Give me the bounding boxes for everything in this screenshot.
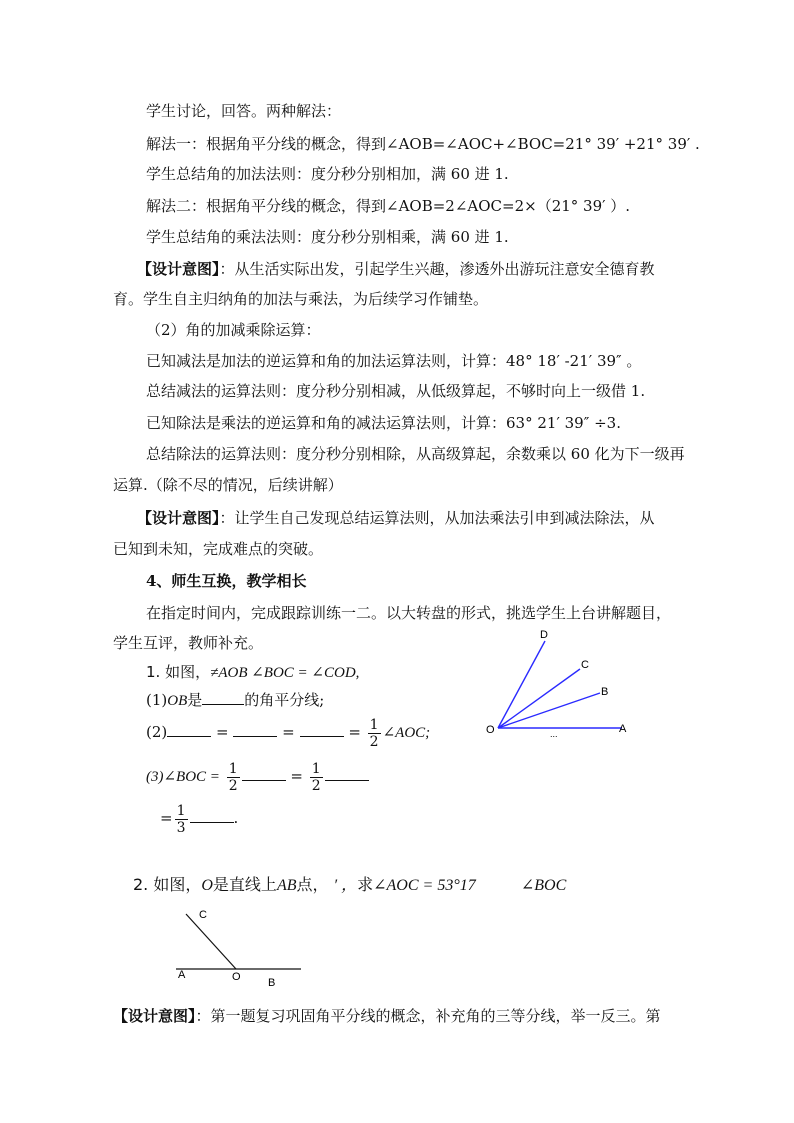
paragraph: 育。学生自主归纳角的加法与乘法，为后续学习作铺垫。 xyxy=(113,290,489,308)
figure-1-angle-rays xyxy=(478,625,638,745)
paragraph: 运算.（除不尽的情况，后续讲解） xyxy=(113,476,343,494)
figure-2-straight-angle xyxy=(170,900,310,995)
label-b: B xyxy=(268,977,276,989)
question-1-part-1: (1)OB是 的角平分线; xyxy=(146,691,325,709)
answer-blank[interactable] xyxy=(202,690,244,705)
question-1-part-3-cont: = $\frac{1}{3}$ . xyxy=(160,802,239,836)
section-heading: 4、师生互换，教学相长 xyxy=(146,572,307,590)
answer-blank[interactable] xyxy=(300,722,344,737)
paragraph: 解法二：根据角平分线的概念，得到∠AOB=2∠AOC=2×（21° 39′ ）. xyxy=(146,197,631,215)
paragraph: 解法一：根据角平分线的概念，得到∠AOB=∠AOC+∠BOC=21° 39′ +21° 39′ . xyxy=(146,135,700,153)
label-o: O xyxy=(232,971,241,983)
paragraph: 学生总结角的加法法则：度分秒分别相加，满 60 进 1. xyxy=(146,165,509,183)
answer-blank[interactable] xyxy=(325,766,369,781)
label-d: D xyxy=(540,629,548,641)
dots: ... xyxy=(550,729,558,739)
fraction-one-half: $\frac{1}{2}$ xyxy=(311,760,321,794)
paragraph: 总结减法的运算法则：度分秒分别相减，从低级算起，不够时向上一级借 1. xyxy=(146,382,646,400)
paragraph: 已知除法是乘法的逆运算和角的减法运算法则，计算：63° 21′ 39″ ÷3. xyxy=(146,414,621,432)
label-a: A xyxy=(178,969,186,981)
design-intent-label: 【设计意图】 xyxy=(113,1007,196,1025)
answer-blank[interactable] xyxy=(167,722,211,737)
paragraph: 学生互评，教师补充。 xyxy=(113,634,264,652)
paragraph: 在指定时间内，完成跟踪训练一二。以大转盘的形式，挑选学生上台讲解题目， xyxy=(146,604,672,622)
design-intent-note xyxy=(137,259,655,279)
ray-oc xyxy=(498,669,580,728)
question-1-part-3: (3)∠BOC = $\frac{1}{2}$ = $\frac{1}{2}$ xyxy=(146,760,369,794)
paragraph: 已知减法是加法的逆运算和角的加法运算法则，计算：48° 18′ -21′ 39″ 。 xyxy=(146,352,642,370)
paragraph: 总结除法的运算法则：度分秒分别相除，从高级算起，余数乘以 60 化为下一级再 xyxy=(146,445,685,463)
label-a: A xyxy=(619,723,627,735)
design-intent-text: ：从生活实际出发，引起学生兴趣，渗透外出游玩注意安全德育教 xyxy=(219,260,655,278)
question-1-part-2: (2) = = = $\frac{1}{2}$ ∠AOC; xyxy=(146,716,431,750)
answer-blank[interactable] xyxy=(233,722,277,737)
answer-blank[interactable] xyxy=(190,808,234,823)
label-b: B xyxy=(601,686,609,698)
fraction-one-half: $\frac{1}{2}$ xyxy=(369,716,379,750)
design-intent-label: 【设计意图】 xyxy=(137,509,220,527)
label-c: C xyxy=(581,659,589,671)
fraction-one-third: $\frac{1}{3}$ xyxy=(176,802,186,836)
paragraph: 已知到未知，完成难点的突破。 xyxy=(113,540,324,558)
paragraph: 学生讨论，回答。两种解法： xyxy=(146,102,342,120)
ray-oc xyxy=(186,914,236,969)
question-2-stem: 2. 如图，O是直线上AB点， ′ ，求∠AOC = 53°17 ∠BOC xyxy=(133,875,567,894)
answer-blank[interactable] xyxy=(242,766,286,781)
design-intent-label: 【设计意图】 xyxy=(137,260,220,278)
design-intent-note xyxy=(137,508,655,528)
label-o: O xyxy=(486,724,495,736)
design-intent-text: ：让学生自己发现总结运算法则，从加法乘法引申到减法除法，从 xyxy=(219,509,655,527)
section-heading: （2）角的加减乘除运算： xyxy=(146,321,321,339)
question-1-stem: 1. 如图，≠AOB ∠BOC = ∠COD, xyxy=(146,663,360,681)
fraction-one-half: $\frac{1}{2}$ xyxy=(228,760,238,794)
design-intent-text: ：第一题复习巩固角平分线的概念，补充角的三等分线，举一反三。第 xyxy=(195,1007,661,1025)
label-c: C xyxy=(199,909,207,921)
design-intent-note xyxy=(113,1006,661,1026)
paragraph: 学生总结角的乘法法则：度分秒分别相乘，满 60 进 1. xyxy=(146,228,509,246)
